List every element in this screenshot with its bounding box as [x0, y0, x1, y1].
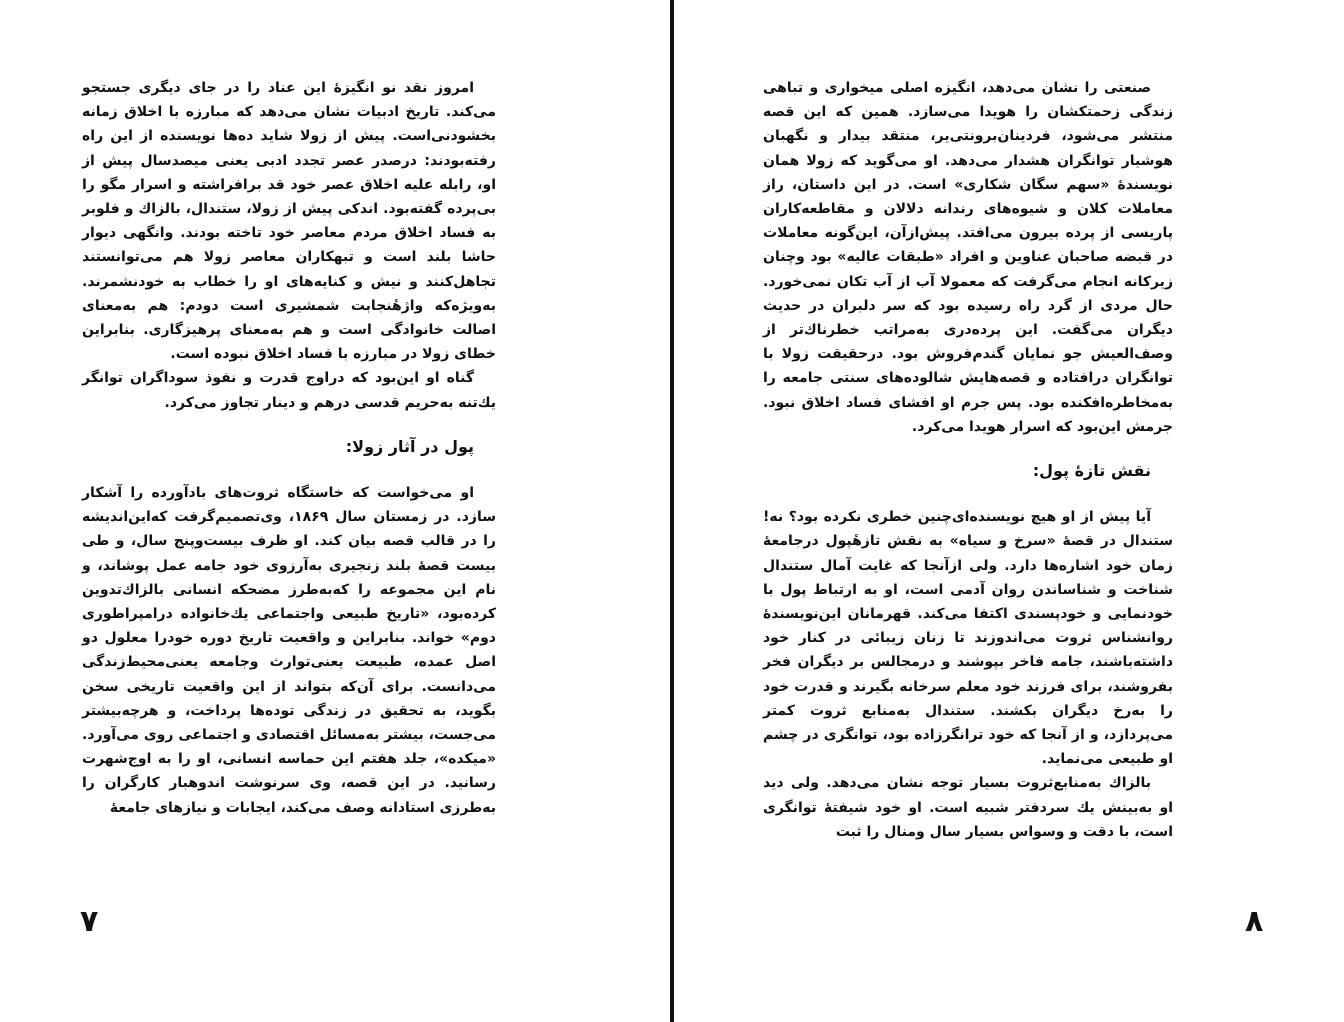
right-page-text	[763, 76, 1173, 844]
right-page-number: ۸	[1245, 904, 1264, 939]
book-spine-divider	[670, 0, 674, 1022]
left-paragraph-1: امروز نقد نو انگیزهٔ این عناد را در جای دیگری جستجو می‌کند. تاریخ ادبیات نشان می‌دهد که مبارزه با اخلاق زمانه بخشودنی‌است. پیش از زولا شاید ده‌ها نویسنده از این راه رفته‌بودند: درصدر عصر تجدد ادبی یعنی میصدسال پیش از او، رابله علیه اخلاق عصر خود قد برافراشته و اسرار مگو را بی‌پرده گفته‌بود. اندکی پیش از زولا، ستندال، بالزاك و فلوبر به فساد اخلاق مردم معاصر خود تاخته بودند. وانگهی دیوار حاشا بلند است و تبهکاران معاصر زولا هم می‌توانستند تجاهل‌کنند و نیش و کنایه‌های او را خطاب به خودنشمرند. به‌ویژه‌که واژهٔنجابت شمشیری است دودم: هم به‌معنای اصالت خانوادگی است و هم به‌معنای پرهیزگاری. بنابراین خطای زولا در مبارزه با فساد اخلاق نبوده است.	[82, 80, 496, 363]
left-paragraph-3: او می‌خواست که خاستگاه ثروت‌های بادآورده را آشکار سازد. در زمستان سال ۱۸۶۹، وی‌تصمیم‌گرفت که‌این‌اندیشه را در قالب قصه بیان کند. او ظرف بیست‌وپنج سال، و طی بیست قصهٔ بلند زنجیری به‌آرزوی خود جامه عمل پوشاند، و نام این مجموعه را که‌به‌طرز مضحکه انسانی بالزاك‌تدوین کرده‌بود، «تاریخ طبیعی واجتماعی یك‌خانواده درامپراطوری دوم» خواند. بنابراین و واقعیت تاریخ دوره خودرا معلول دو اصل عمده، طبیعت یعنی‌توارث وجامعه یعنی‌محیط‌زندگی می‌دانست. برای آن‌که بتواند از این واقعیت تاریخی سخن بگوید، به تحقیق در زندگی توده‌ها پرداخت، و هرچه‌بیشتر می‌جست، بیشتر به‌مسائل اقتصادی و اجتماعی روی می‌آورد. «میکده»، جلد هفتم این حماسه انسانی، او را به اوج‌شهرت رسانید. در این قصه، وی سرنوشت اندوهبار کارگران را به‌طرزی استادانه وصف می‌کند، ایجابات و نیازهای جامعهٔ	[82, 485, 496, 816]
left-page-number: ۷	[80, 904, 99, 939]
right-page	[675, 0, 1344, 1022]
right-paragraph-2: آیا پیش از او هیچ نویسنده‌ای‌چنین خطری نکرده بود؟ نه! ستندال در قصهٔ «سرخ و سیاه» به نقش تازهٔپول درجامعهٔ زمان خود اشاره‌ها دارد. ولی ازآنجا که غایت آمال ستندال شناخت و شناساندن روان آدمی است، او به ارتباط پول با خودنمایی و خودپسندی اکتفا می‌کند. قهرمانان این‌نویسندهٔ روانشناس ثروت می‌اندوزند تا زنان زیبائی در کنار خود داشته‌باشند، جامه فاخر بپوشند و درمجالس بر دیگران فخر بفروشند، برای فرزند خود معلم سرخانه بگیرند و قدرت خود را به‌رخ دیگران بکشند. ستندال به‌منابع ثروت کمتر می‌پردازد، و از آنجا که خود ترانگرزاده بود، توانگری در چشم او طبیعی می‌نماید.	[763, 509, 1173, 768]
left-page-text	[82, 76, 496, 820]
right-section-heading: نقش تازهٔ پول:	[1032, 461, 1151, 481]
right-paragraph-3: بالزاك به‌منابع‌ثروت بسیار توجه نشان می‌دهد. ولی دید او به‌بینش یك سردفتر شبیه است. او خود شیفتهٔ توانگری است، با دقت و وسواس بسیار سال ومنال را ثبت	[763, 775, 1173, 840]
left-paragraph-2: گناه او این‌بود که دراوج قدرت و نفوذ سوداگران توانگر یك‌تنه به‌حریم قدسی درهم و دینار تجاوز می‌کرد.	[82, 370, 496, 411]
right-paragraph-1: صنعتی را نشان می‌دهد، انگیزه اصلی میخواری و تباهی زندگی زحمتکشان را هویدا می‌سازد. همین که این قصه منتشر می‌شود، فردینان‌برونتی‌یر، منتقد بیدار و نگهبان هوشیار توانگران هشدار می‌دهد. او می‌گوید که زولا همان نویسندهٔ «سهم سگان شکاری» است. در این داستان، راز معاملات کلان و شیوه‌های رندانه دلالان و مقاطعه‌کاران پاریسی از پرده بیرون می‌افتد. پیش‌ازآن، این‌گونه معاملات در قبضه صاحبان عناوین و افراد «طبقات عالیه» بود وچنان زیرکانه انجام می‌گرفت که معمولا آب از آب تکان نمی‌خورد. حال مردی از گرد راه رسیده بود که سر دلبران در حدیث دیگران می‌گفت. این پرده‌دری به‌مراتب خطرناك‌تر از وصف‌العیش جو نمایان گندم‌فروش بود. درحقیقت زولا با توانگران درافتاده و قصه‌هایش شالوده‌های سنتی جامعه را به‌مخاطره‌افکنده بود. پس جرم او افشای فساد اخلاق نبود. جرمش این‌بود که اسرار هویدا می‌کرد.	[763, 80, 1173, 435]
left-section-heading: پول در آثار زولا:	[345, 436, 474, 456]
